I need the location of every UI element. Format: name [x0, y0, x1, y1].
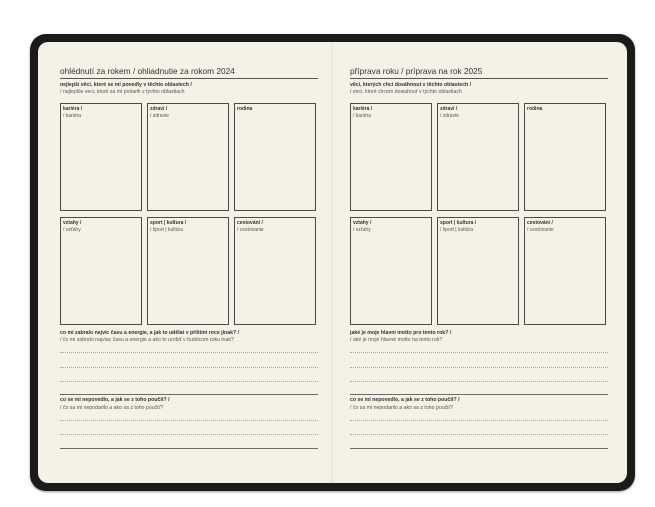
area-label: cestování /	[237, 220, 263, 226]
title-rule	[350, 78, 608, 79]
area-label: kariéra /	[353, 106, 373, 112]
area-label: rodina	[237, 106, 253, 112]
writing-line[interactable]	[60, 367, 318, 368]
area-sublabel: / šport | kultúra	[150, 227, 183, 233]
question-motto: jaké je moje hlavní motto pro tento rok? /	[350, 330, 452, 336]
writing-line[interactable]	[350, 367, 608, 368]
area-sublabel: / kariéra	[63, 113, 82, 119]
page-title: ohlédnutí za rokem / ohliadnutie za rokom 2024	[60, 66, 235, 76]
area-box-family[interactable]	[524, 103, 606, 211]
area-sublabel: / cestovanie	[237, 227, 264, 233]
section-rule	[60, 394, 318, 395]
area-label: zdraví /	[440, 106, 458, 112]
area-label: kariéra /	[63, 106, 83, 112]
area-box-relationships[interactable]	[350, 217, 432, 325]
writing-line[interactable]	[350, 352, 608, 353]
writing-line[interactable]	[350, 434, 608, 435]
writing-line[interactable]	[350, 381, 608, 382]
question-failures-sk: / čo sa mi nepodarilo a ako sa z toho poučiť?	[60, 405, 164, 411]
area-label: vztahy /	[353, 220, 372, 226]
section-rule	[350, 394, 608, 395]
left-page	[56, 42, 336, 483]
section-rule	[60, 448, 318, 449]
area-label: vztahy /	[63, 220, 82, 226]
area-sublabel: / cestovanie	[527, 227, 554, 233]
writing-line[interactable]	[60, 381, 318, 382]
intro-question: věci, kterých chci dosáhnout v těchto oblastech /	[350, 82, 472, 88]
page-title: příprava roku / príprava na rok 2025	[350, 66, 483, 76]
right-page	[346, 42, 626, 483]
area-box-travel[interactable]	[524, 217, 606, 325]
writing-line[interactable]	[60, 420, 318, 421]
question-motto-sk: / aké je moje hlavné motto na tento rok?	[350, 337, 443, 343]
area-box-sport-culture[interactable]	[437, 217, 519, 325]
area-box-career[interactable]	[350, 103, 432, 211]
area-box-health[interactable]	[147, 103, 229, 211]
section-rule	[350, 448, 608, 449]
area-box-relationships[interactable]	[60, 217, 142, 325]
area-box-career[interactable]	[60, 103, 142, 211]
area-sublabel: / šport | kultúra	[440, 227, 473, 233]
area-label: sport | kultura /	[440, 220, 477, 226]
question-failures-sk: / čo sa mi nepodarilo a ako sa z toho poučiť?	[350, 405, 454, 411]
area-box-travel[interactable]	[234, 217, 316, 325]
area-label: cestování /	[527, 220, 553, 226]
intro-question: nejlepší věci, které se mi povedly v těchto oblastech /	[60, 82, 192, 88]
question-time-energy: co mi zabralo nejvíc času a energie, a jak to udělat v příštím roce jinak? /	[60, 330, 240, 336]
title-rule	[60, 78, 318, 79]
intro-question-sk: / veci, ktoré chcem dosiahnuť v týchto oblastiach	[350, 89, 462, 95]
question-failures: co se mi nepovedlo, a jak se z toho poučit? /	[350, 397, 460, 403]
area-sublabel: / kariéra	[353, 113, 372, 119]
area-box-health[interactable]	[437, 103, 519, 211]
area-sublabel: / zdravie	[150, 113, 169, 119]
area-box-family[interactable]	[234, 103, 316, 211]
area-sublabel: / vzťahy	[353, 227, 371, 233]
question-time-energy-sk: / čo mi zabralo najviac času a energie a ako to urobiť v budúcom roku inak?	[60, 337, 234, 343]
area-sublabel: / vzťahy	[63, 227, 81, 233]
area-label: rodina	[527, 106, 543, 112]
writing-line[interactable]	[60, 434, 318, 435]
intro-question-sk: / najlepšie veci, ktoré sa mi podarili v týchto oblastiach	[60, 89, 185, 95]
area-box-sport-culture[interactable]	[147, 217, 229, 325]
question-failures: co se mi nepovedlo, a jak se z toho poučit? /	[60, 397, 170, 403]
writing-line[interactable]	[60, 352, 318, 353]
area-label: sport | kultura /	[150, 220, 187, 226]
writing-line[interactable]	[350, 420, 608, 421]
area-label: zdraví /	[150, 106, 168, 112]
area-sublabel: / zdravie	[440, 113, 459, 119]
